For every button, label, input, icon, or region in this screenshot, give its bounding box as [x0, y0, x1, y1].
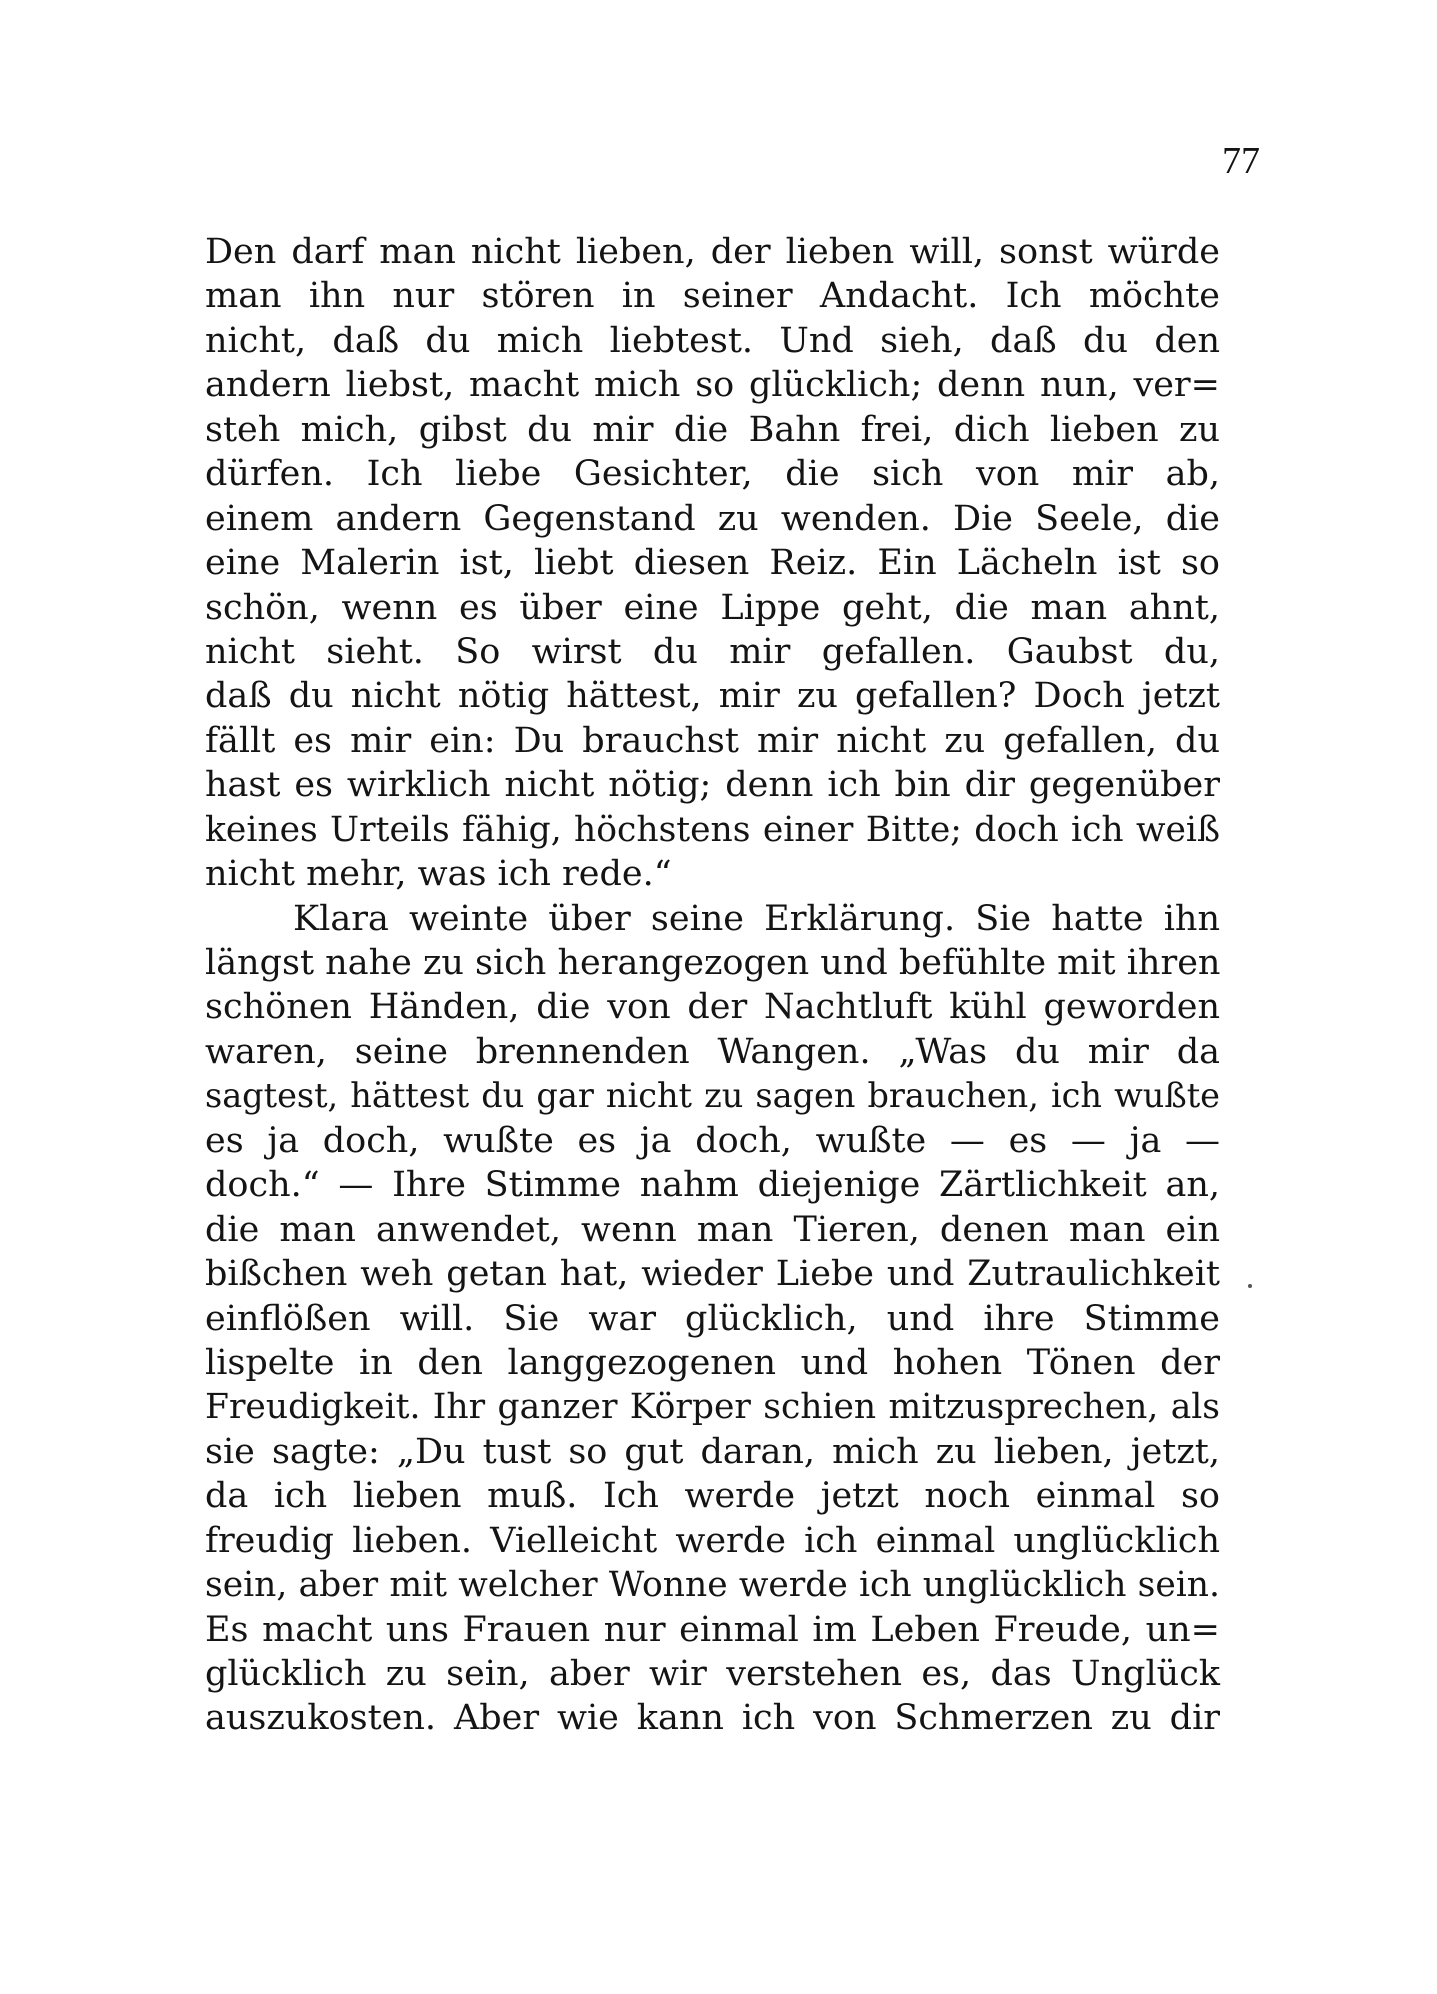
text-line: dürfen. Ich liebe Gesichter, die sich von mir ab, — [205, 454, 1220, 495]
text-line: da ich lieben muß. Ich werde jetzt noch einmal so — [205, 1476, 1220, 1517]
text-line: sein, aber mit welcher Wonne werde ich unglücklich sein. — [205, 1565, 1220, 1606]
text-line: es ja doch, wußte es ja doch, wußte — es — ja — — [205, 1120, 1220, 1161]
text-line: eine Malerin ist, liebt diesen Reiz. Ein Lächeln ist so — [205, 543, 1220, 584]
text-line: sagtest, hättest du gar nicht zu sagen brauchen, ich wußte — [205, 1076, 1220, 1116]
text-line: Es macht uns Frauen nur einmal im Leben Freude, un= — [205, 1609, 1220, 1650]
text-line: Freudigkeit. Ihr ganzer Körper schien mitzusprechen, als — [205, 1387, 1220, 1428]
text-line-paragraph-start: Klara weinte über seine Erklärung. Sie hatte ihn — [293, 898, 1220, 939]
text-line: man ihn nur stören in seiner Andacht. Ich möchte — [205, 276, 1220, 317]
text-line: doch.“ — Ihre Stimme nahm diejenige Zärtlichkeit an, — [205, 1165, 1220, 1206]
text-line: nicht, daß du mich liebtest. Und sieh, daß du den — [205, 320, 1220, 361]
ink-speck — [1248, 1284, 1252, 1288]
text-line: lispelte in den langgezogenen und hohen Tönen der — [205, 1342, 1220, 1383]
text-line: steh mich, gibst du mir die Bahn frei, dich lieben zu — [205, 409, 1220, 450]
text-line: auszukosten. Aber wie kann ich von Schmerzen zu dir — [205, 1698, 1220, 1739]
text-line: sie sagte: „Du tust so gut daran, mich zu lieben, jetzt, — [205, 1431, 1220, 1472]
text-line: schönen Händen, die von der Nachtluft kühl geworden — [205, 987, 1220, 1028]
text-line: einflößen will. Sie war glücklich, und ihre Stimme — [205, 1298, 1220, 1339]
text-line: fällt es mir ein: Du brauchst mir nicht zu gefallen, du — [205, 720, 1220, 761]
text-line: einem andern Gegenstand zu wenden. Die Seele, die — [205, 498, 1220, 539]
text-line: waren, seine brennenden Wangen. „Was du mir da — [205, 1031, 1220, 1072]
page-number: 77 — [1222, 140, 1260, 182]
text-line: schön, wenn es über eine Lippe geht, die man ahnt, — [205, 587, 1220, 628]
text-line: glücklich zu sein, aber wir verstehen es, das Unglück — [205, 1654, 1220, 1694]
text-line: längst nahe zu sich herangezogen und befühlte mit ihren — [205, 943, 1221, 983]
text-line: Den darf man nicht lieben, der lieben will, sonst würde — [205, 232, 1220, 272]
text-line: freudig lieben. Vielleicht werde ich einmal unglücklich — [205, 1520, 1220, 1561]
text-line: nicht sieht. So wirst du mir gefallen. Gaubst du, — [205, 631, 1220, 672]
text-line: hast es wirklich nicht nötig; denn ich bin dir gegenüber — [205, 765, 1220, 806]
body-text — [205, 230, 1220, 1741]
text-line-paragraph-end: nicht mehr, was ich rede.“ — [205, 854, 672, 895]
text-line: andern liebst, macht mich so glücklich; denn nun, ver= — [205, 365, 1220, 406]
text-line: keines Urteils fähig, höchstens einer Bitte; doch ich weiß — [205, 809, 1220, 850]
text-line: bißchen weh getan hat, wieder Liebe und Zutraulichkeit — [205, 1254, 1220, 1295]
text-line: die man anwendet, wenn man Tieren, denen man ein — [205, 1209, 1220, 1250]
text-line: daß du nicht nötig hättest, mir zu gefallen? Doch jetzt — [205, 676, 1220, 717]
